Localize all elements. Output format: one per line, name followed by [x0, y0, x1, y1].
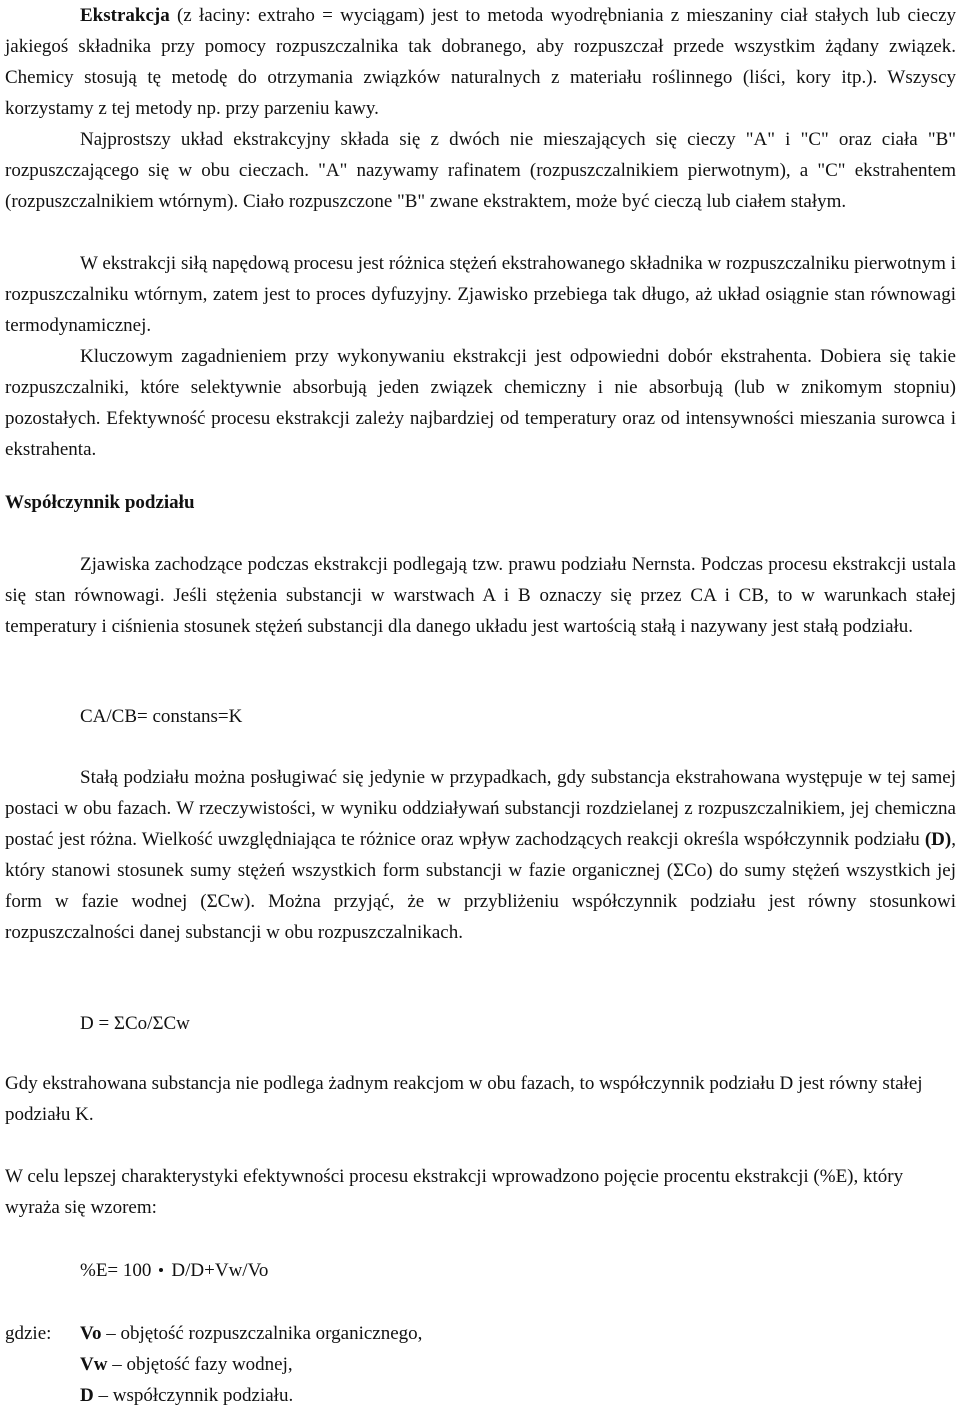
legend-item-d — [80, 1380, 422, 1411]
legend-item-vw — [80, 1349, 422, 1380]
formula-d: D = ΣCo/ΣCw — [80, 1013, 190, 1034]
p6-after: , który stanowi stosunek sumy stężeń wszystkich form substancji w fazie organicznej (ΣCo) do sumy stężeń wszystkich jej form w fazie wodnej (ΣCw). Można przyjąć, że w przybliżeniu współczynnik podziału jest równy stosunkowi rozpuszczalności danej substancji w obu rozpuszczalnikach. — [5, 829, 956, 943]
paragraph-percent-extraction: W celu lepszej charakterystyki efektywności procesu ekstrakcji wprowadzono pojęcie procentu ekstrakcji (%E), który wyraża się wzorem: — [5, 1166, 904, 1218]
legend-label: gdzie: — [5, 1323, 52, 1344]
legend-symbol: Vw — [80, 1354, 108, 1375]
definition-text: (z łaciny: extraho = wyciągam) jest to metoda wyodrębniania z mieszaniny ciał stałych lub cieczy jakiegoś składnika przy pomocy rozpuszczalnika tak dobranego, aby rozpuszczał przede wszystkim żądany związek. Chemicy stosują tę metodę do otrzymania związków naturalnych z materiału roślinnego (liści, kory itp.). Wszyscy korzystamy z tej metody np. przy parzeniu kawy. — [5, 5, 956, 119]
paragraph-partition-coefficient — [5, 762, 956, 948]
section-heading: Współczynnik podziału — [5, 492, 195, 513]
paragraph-system: Najprostszy układ ekstrakcyjny składa się z dwóch nie mieszających się cieczy "A" i "C" oraz ciała "B" rozpuszczającego się w obu cieczach. "A" nazywamy rafinatem (rozpuszczalnikiem pierwotnym), a "C" ekstrahentem (rozpuszczalnikiem wtórnym). Ciało rozpuszczone "B" zwane ekstraktem, może być cieczą lub ciałem stałym. — [5, 129, 956, 212]
legend-desc: – objętość rozpuszczalnika organicznego, — [101, 1323, 423, 1344]
paragraph-d-equals-k: Gdy ekstrahowana substancja nie podlega żadnym reakcjom w obu fazach, to współczynnik podziału D jest równy stałej podziału K. — [5, 1073, 923, 1125]
formula3-right: D/D+Vw/Vo — [171, 1260, 269, 1281]
legend-list — [80, 1318, 422, 1411]
legend-desc: – współczynnik podziału. — [93, 1385, 294, 1406]
paragraph-driving-force: W ekstrakcji siłą napędową procesu jest różnica stężeń ekstrahowanego składnika w rozpuszczalniku pierwotnym i rozpuszczalniku wtórnym, zatem jest to proces dyfuzyjny. Zjawisko przebiega tak długo, aż układ osiągnie stan równowagi termodynamicznej. — [5, 253, 956, 336]
paragraph-solvent-choice: Kluczowym zagadnieniem przy wykonywaniu ekstrakcji jest odpowiedni dobór ekstrahenta. Dobiera się takie rozpuszczalniki, które selektywnie absorbują jeden związek chemiczny i nie absorbują (lub w znikomym stopniu) pozostałych. Efektywność procesu ekstrakcji zależy najbardziej od temperatury oraz od intensywności mieszania surowca i ekstrahenta. — [5, 346, 956, 460]
legend-desc: – objętość fazy wodnej, — [107, 1354, 293, 1375]
multiplication-dot-icon — [159, 1268, 163, 1272]
legend-symbol: D — [80, 1385, 94, 1406]
p6-bold-d: (D) — [924, 829, 952, 850]
formula3-left: %E= 100 — [80, 1260, 152, 1281]
legend-item-vo — [80, 1318, 422, 1349]
formula-percent-e — [80, 1255, 268, 1286]
legend-symbol: Vo — [80, 1323, 102, 1344]
term-ekstrakcja: Ekstrakcja — [80, 5, 170, 26]
formula-partition-constant: CA/CB= constans=K — [80, 706, 243, 727]
p6-before: Stałą podziału można posługiwać się jedynie w przypadkach, gdy substancja ekstrahowana występuje w tej samej postaci w obu fazach. W rzeczywistości, w wyniku oddziaływań substancji rozdzielanej z rozpuszczalnikiem, jej chemiczna postać jest różna. Wielkość uwzględniająca te różnice oraz wpływ zachodzących reakcji określa współczynnik podziału — [5, 767, 956, 850]
paragraph-nernst: Zjawiska zachodzące podczas ekstrakcji podlegają tzw. prawu podziału Nernsta. Podczas procesu ekstrakcji ustala się stan równowagi. Jeśli stężenia substancji w warstwach A i B oznaczy się przez CA i CB, to w warunkach stałej temperatury i ciśnienia stosunek stężeń substancji dla danego układu jest wartością stałą i nazywany jest stałą podziału. — [5, 554, 956, 637]
paragraph-definition — [5, 0, 956, 124]
